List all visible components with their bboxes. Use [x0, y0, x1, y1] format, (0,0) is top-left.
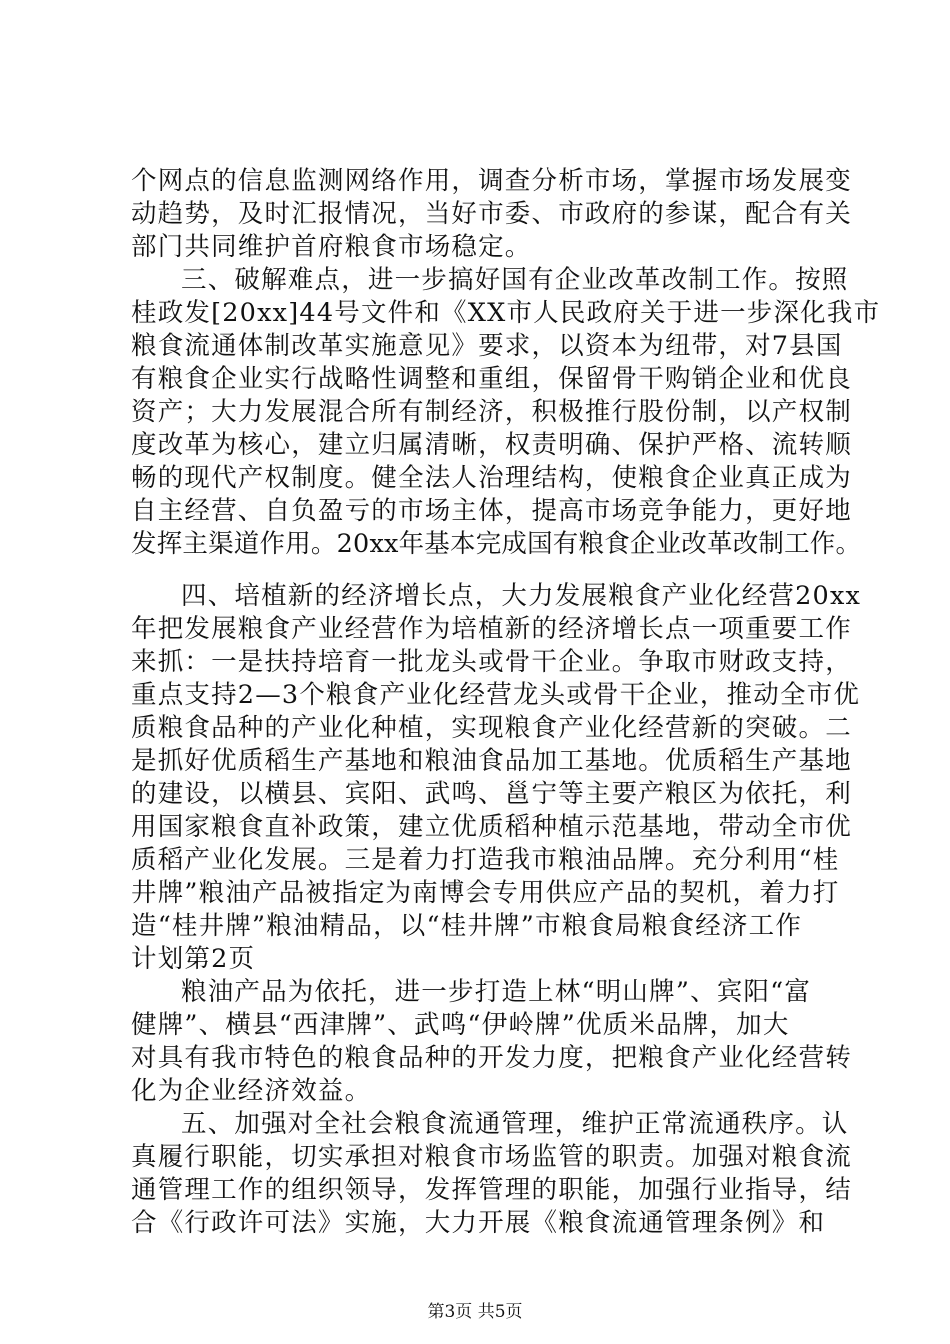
text-line: 粮食流通体制改革实施意见》要求，以资本为纽带，对7县国: [131, 331, 843, 361]
paragraph-first-line: 三、破解难点，进一步搞好国有企业改革改制工作。按照: [181, 265, 849, 295]
text-line: 合《行政许可法》实施，大力开展《粮食流通管理条例》和: [131, 1208, 826, 1238]
text-line: 通管理工作的组织领导，发挥管理的职能，加强行业指导，结: [131, 1175, 852, 1205]
text-line: 是抓好优质稻生产基地和粮油食品加工基地。优质稻生产基地: [131, 746, 852, 776]
text-line: 的建设，以横县、宾阳、武鸣、邕宁等主要产粮区为依托，利: [131, 779, 852, 809]
text-line: 化为企业经济效益。: [131, 1076, 372, 1106]
text-line: 用国家粮食直补政策，建立优质稻种植示范基地，带动全市优: [131, 812, 852, 842]
text-line: 部门共同维护首府粮食市场稳定。: [131, 232, 532, 262]
paragraph-first-line: 四、培植新的经济增长点，大力发展粮食产业化经营20xx: [181, 581, 862, 611]
text-line: 有粮食企业实行战略性调整和重组，保留骨干购销企业和优良: [131, 364, 852, 394]
text-line: 度改革为核心，建立归属清晰，权责明确、保护严格、流转顺: [131, 430, 852, 460]
text-line: 来抓：一是扶持培育一批龙头或骨干企业。争取市财政支持，: [131, 647, 852, 677]
text-line: 资产；大力发展混合所有制经济，积极推行股份制，以产权制: [131, 397, 852, 427]
paragraph-first-line: 五、加强对全社会粮食流通管理，维护正常流通秩序。认: [181, 1109, 849, 1139]
text-line: 健牌”、横县“西津牌”、武鸣“伊岭牌”优质米品牌，加大: [131, 1010, 790, 1040]
text-line: 质粮食品种的产业化种植，实现粮食产业化经营新的突破。二: [131, 713, 852, 743]
text-line: 个网点的信息监测网络作用，调查分析市场，掌握市场发展变: [131, 166, 852, 196]
page-number-footer: 第3页 共5页: [427, 1302, 523, 1322]
text-line: 重点支持2—3个粮食产业化经营龙头或骨干企业，推动全市优: [131, 680, 861, 710]
text-line: 造“桂井牌”粮油精品，以“桂井牌”市粮食局粮食经济工作: [131, 911, 803, 941]
text-line: 井牌”粮油产品被指定为南博会专用供应产品的契机，着力打: [131, 878, 840, 908]
text-line: 桂政发[20xx]44号文件和《XX市人民政府关于进一步深化我市: [131, 298, 881, 328]
text-line: 真履行职能，切实承担对粮食市场监管的职责。加强对粮食流: [131, 1142, 852, 1172]
text-line: 对具有我市特色的粮食品种的开发力度，把粮食产业化经营转: [131, 1043, 852, 1073]
text-line: 自主经营、自负盈亏的市场主体，提高市场竞争能力，更好地: [131, 496, 852, 526]
paragraph-first-line: 粮油产品为依托，进一步打造上林“明山牌”、宾阳“富: [181, 977, 812, 1007]
text-line: 发挥主渠道作用。20xx年基本完成国有粮食企业改革改制工作。: [131, 529, 862, 559]
text-line: 年把发展粮食产业经营作为培植新的经济增长点一项重要工作: [131, 614, 852, 644]
text-line: 质稻产业化发展。三是着力打造我市粮油品牌。充分利用“桂: [131, 845, 840, 875]
text-line: 动趋势，及时汇报情况，当好市委、市政府的参谋，配合有关: [131, 199, 852, 229]
text-line: 畅的现代产权制度。健全法人治理结构，使粮食企业真正成为: [131, 463, 852, 493]
text-line: 计划第2页: [131, 944, 256, 974]
